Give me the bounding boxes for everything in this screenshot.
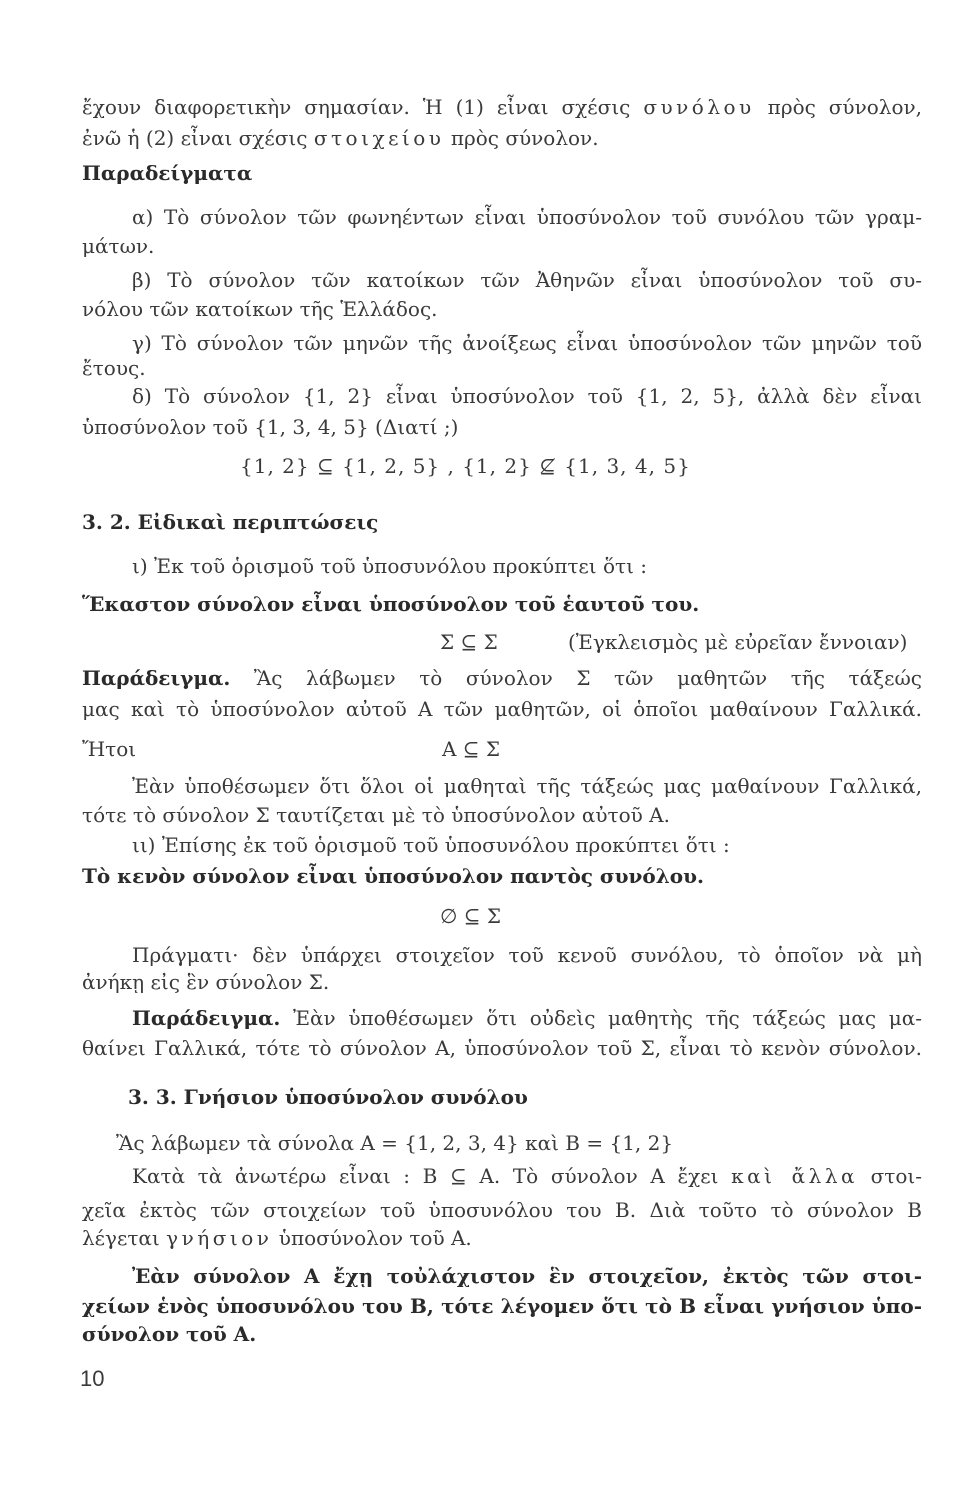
case-ii-statement: Τὸ κενὸν σύνολον εἶναι ὑποσύνολον παντὸς συνόλου. <box>82 864 704 888</box>
case-ii-line-1: ιι) Ἐπίσης ἐκ τοῦ ὁρισμοῦ τοῦ ὑποσυνόλου προκύπτει ὅτι : <box>132 833 730 857</box>
example-b-line-1: β) Τὸ σύνολον τῶν κατοίκων τῶν Ἀθηνῶν εἶναι ὑποσύνολον τοῦ συ- <box>132 268 922 292</box>
intro-line-2 <box>82 124 922 152</box>
case-i-statement: Ἕκαστον σύνολον εἶναι ὑποσύνολον τοῦ ἑαυτοῦ του. <box>82 592 700 616</box>
intro-line-2-end: πρὸς σύνολον. <box>450 126 599 150</box>
spaced-word-synolou: συνόλου <box>643 95 755 119</box>
definition-line-1: Ἐὰν σύνολον Α ἔχῃ τοὐλάχιστον ἓν στοιχεῖον, ἐκτὸς τῶν στοι- <box>132 1264 922 1288</box>
intro-line-2-text: ἐνῶ ἡ (2) εἶναι σχέσις <box>82 126 308 150</box>
proof-line-2: ἀνήκῃ εἰς ἓν σύνολον Σ. <box>82 970 330 994</box>
example-a-line-2: μάτων. <box>82 234 155 258</box>
assume-line-2: τότε τὸ σύνολον Σ ταυτίζεται μὲ τὸ ὑποσύνολον αὐτοῦ Α. <box>82 803 670 827</box>
empty-subset-formula: ∅ ⊆ Σ <box>440 904 502 928</box>
example-c-line-1: γ) Τὸ σύνολον τῶν μηνῶν τῆς ἀνοίξεως εἶναι ὑποσύνολον τῶν μηνῶν τοῦ <box>132 331 922 355</box>
spaced-words-kai-alla: καὶ ἄλλα <box>731 1164 859 1188</box>
intro-line-1-text: ἔχουν διαφορετικὴν σημασίαν. Ἡ (1) εἶναι σχέσις <box>82 95 631 119</box>
assume-line-1: Ἐὰν ὑποθέσωμεν ὅτι ὅλοι οἱ μαθηταὶ τῆς τάξεώς μας μαθαίνουν Γαλλικά, <box>132 774 922 798</box>
intro-line-1 <box>82 93 922 121</box>
spaced-word-stoixeiou: στοιχείου <box>313 126 445 150</box>
above-line-1-end: στοι- <box>870 1164 922 1188</box>
self-subset-formula: Σ ⊆ Σ <box>440 630 498 654</box>
example-a-line-1: α) Τὸ σύνολον τῶν φωνηέντων εἶναι ὑποσύνολον τοῦ συνόλου τῶν γραμ- <box>132 205 922 229</box>
example-1-text: Ἂς λάβωμεν τὸ σύνολον Σ τῶν μαθητῶν τῆς τάξεώς <box>253 666 922 690</box>
above-line-1-text: Κατὰ τὰ ἀνωτέρω εἶναι : Β ⊆ Α. Τὸ σύνολον Α ἔχει <box>132 1164 719 1188</box>
intro-line-1-end: πρὸς σύνολον, <box>767 95 922 119</box>
proof-line-1: Πράγματι· δὲν ὑπάρχει στοιχεῖον τοῦ κενοῦ συνόλου, τὸ ὁποῖον νὰ μὴ <box>132 943 922 967</box>
above-line-2: χεῖα ἐκτὸς τῶν στοιχείων τοῦ ὑποσυνόλου του Β. Διὰ τοῦτο τὸ σύνολον Β <box>82 1198 922 1222</box>
definition-line-3: σύνολον τοῦ Α. <box>82 1322 257 1346</box>
subset-relation-formula: {1, 2} ⊆ {1, 2, 5} , {1, 2} ⊈ {1, 3, 4, 5} <box>240 454 691 478</box>
example-2-text: Ἐὰν ὑποθέσωμεν ὅτι οὐδεὶς μαθητὴς τῆς τάξεώς μας μα- <box>292 1006 922 1030</box>
example-2-label: Παράδειγμα. <box>132 1006 281 1030</box>
above-line-1 <box>132 1162 922 1190</box>
page-number: 10 <box>80 1366 105 1391</box>
example-1-line-2: μας καὶ τὸ ὑποσύνολον αὐτοῦ Α τῶν μαθητῶν, οἱ ὁποῖοι μαθαίνουν Γαλλικά. <box>82 697 922 721</box>
htoi-word: Ἤτοι <box>82 737 137 761</box>
example-b-line-2: νόλου τῶν κατοίκων τῆς Ἑλλάδος. <box>82 297 438 321</box>
sets-definition-line: Ἂς λάβωμεν τὰ σύνολα Α = {1, 2, 3, 4} καὶ Β = {1, 2} <box>116 1131 674 1155</box>
example-2-line-2: θαίνει Γαλλικά, τότε τὸ σύνολον Α, ὑποσύνολον τοῦ Σ, εἶναι τὸ κενὸν σύνολον. <box>82 1036 922 1060</box>
above-line-3-text: λέγεται <box>82 1226 160 1250</box>
example-2-line-1 <box>132 1004 922 1032</box>
inclusion-note: (Ἐγκλεισμὸς μὲ εὐρεῖαν ἔννοιαν) <box>568 630 908 654</box>
example-1-line-1 <box>82 664 922 692</box>
above-line-3-end: ὑποσύνολον τοῦ Α. <box>278 1226 472 1250</box>
example-1-label: Παράδειγμα. <box>82 666 231 690</box>
example-c-line-2: ἔτους. <box>82 356 146 380</box>
above-line-3 <box>82 1224 922 1252</box>
case-i-line-1: ι) Ἐκ τοῦ ὁρισμοῦ τοῦ ὑποσυνόλου προκύπτει ὅτι : <box>132 554 648 578</box>
example-d-line-2: ὑποσύνολον τοῦ {1, 3, 4, 5} (Διατί ;) <box>82 415 459 439</box>
a-subset-sigma-formula: Α ⊆ Σ <box>442 737 501 761</box>
spaced-word-gnision: γνήσιον <box>166 1226 273 1250</box>
section-3-3-heading: 3. 3. Γνήσιον ὑποσύνολον συνόλου <box>128 1085 528 1109</box>
example-d-line-1: δ) Τὸ σύνολον {1, 2} εἶναι ὑποσύνολον τοῦ {1, 2, 5}, ἀλλὰ δὲν εἶναι <box>132 384 922 408</box>
examples-heading: Παραδείγματα <box>82 161 253 185</box>
section-3-2-heading: 3. 2. Εἰδικαὶ περιπτώσεις <box>82 510 379 534</box>
definition-line-2: χείων ἑνὸς ὑποσυνόλου του Β, τότε λέγομεν ὅτι τὸ Β εἶναι γνήσιον ὑπο- <box>82 1294 922 1318</box>
